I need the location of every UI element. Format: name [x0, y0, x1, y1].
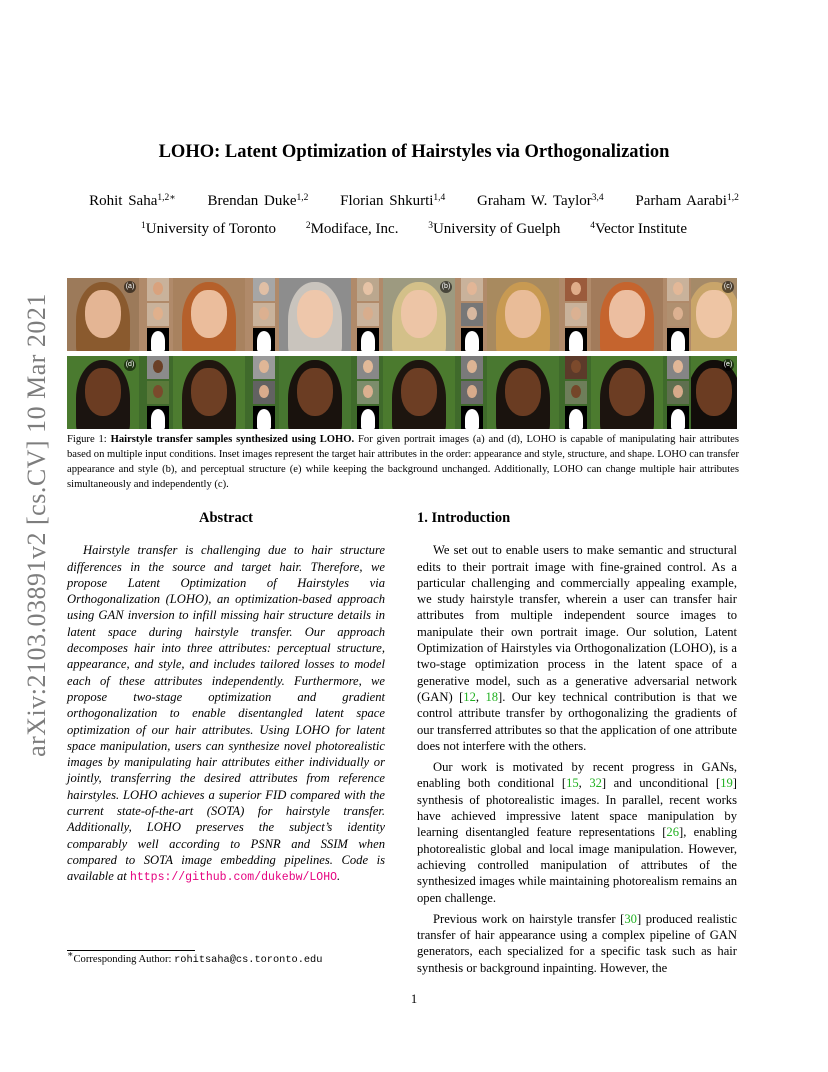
inset-stack: [147, 356, 169, 429]
inset-mask: [357, 406, 379, 429]
author: Brendan Duke$^{1,2}$: [207, 193, 309, 209]
inset-image: [147, 356, 169, 379]
portrait-image: [591, 278, 663, 351]
inset-mask: [253, 406, 275, 429]
inset-mask: [565, 328, 587, 351]
inset-image: [565, 356, 587, 379]
abstract-heading: Abstract: [199, 510, 253, 526]
portrait-image: [173, 278, 245, 351]
inset-stack: [667, 278, 689, 351]
inset-image: [565, 278, 587, 301]
inset-image: [253, 356, 275, 379]
figure-1-image: [67, 278, 737, 430]
affiliation: $^1$University of Toronto: [140, 221, 277, 237]
portrait-image: [279, 356, 351, 429]
inset-mask: [667, 328, 689, 351]
panel-label: (b): [440, 281, 452, 293]
left-column: [67, 510, 385, 887]
inset-stack: [253, 278, 275, 351]
inset-image: [461, 381, 483, 404]
inset-image: [147, 303, 169, 326]
citation-link[interactable]: 30: [624, 911, 637, 926]
portrait-image: [487, 356, 559, 429]
arxiv-sidebar: [17, 285, 57, 765]
inset-image: [461, 303, 483, 326]
inset-image: [461, 278, 483, 301]
portrait-image: [279, 278, 351, 351]
citation-link[interactable]: 32: [589, 776, 602, 791]
inset-mask: [253, 328, 275, 351]
paper-title: LOHO: Latent Optimization of Hairstyles via Orthogonalization: [158, 142, 670, 162]
footnote-rule: [67, 950, 195, 951]
figure-row-top: [67, 278, 737, 351]
affiliation: $^4$Vector Institute: [590, 221, 687, 237]
footnote: ∗Corresponding Author: rohitsaha@cs.toronto.edu: [67, 950, 323, 966]
inset-stack: [565, 278, 587, 351]
affiliation: $^3$University of Guelph: [428, 221, 561, 237]
figure-caption: Figure 1: Hairstyle transfer samples synthesized using LOHO. For given portrait images (a) and (d), LOHO is capable of manipulating hair attributes based on multiple input conditions. Inset images represent the target hair attributes in the order: appearance and style, structure, and shape. LOHO can transfer appearance and style (b), and perceptual structure (e) while keeping the background unchanged. Additionally, LOHO can change multiple hair attributes simultaneously and independently (c).: [67, 434, 739, 490]
inset-stack: [253, 356, 275, 429]
portrait-image: [487, 278, 559, 351]
inset-image: [357, 278, 379, 301]
inset-stack: [147, 278, 169, 351]
portrait-image: [383, 356, 455, 429]
portrait-image: [591, 356, 663, 429]
inset-mask: [461, 406, 483, 429]
inset-image: [253, 381, 275, 404]
inset-image: [253, 303, 275, 326]
inset-image: [357, 303, 379, 326]
panel-label: (d): [124, 359, 136, 371]
inset-mask: [147, 406, 169, 429]
page-number: 1: [410, 992, 418, 1006]
inset-mask: [461, 328, 483, 351]
inset-image: [461, 356, 483, 379]
inset-stack: [565, 356, 587, 429]
inset-image: [667, 356, 689, 379]
introduction-heading: 1. Introduction: [417, 510, 511, 526]
citation-link[interactable]: 15: [566, 776, 579, 791]
panel-label: (c): [722, 281, 734, 293]
code-link[interactable]: https://github.com/dukebw/LOHO: [129, 871, 338, 885]
arxiv-identifier: arXiv:2103.03891v2 [cs.CV] 10 Mar 2021: [22, 293, 51, 757]
intro-paragraph-2: Our work is motivated by recent progress in GANs, enabling both conditional [15, 32] and unconditional [19] synthesis of photorealistic images. In parallel, recent works have achieved impressive latent space manipulation by learning disentangled feature representations [26], enabling photorealistic global and local image manipulation. However, achieving controlled manipulation of attributes of the synthesized images while maintaining photorealism remains an open challenge.: [417, 760, 738, 905]
author: Rohit Saha$^{1,2∗}$: [89, 193, 176, 209]
inset-stack: [667, 356, 689, 429]
inset-image: [667, 303, 689, 326]
panel-label: (e): [722, 359, 734, 371]
panel-label: (a): [124, 281, 136, 293]
inset-image: [147, 381, 169, 404]
author-email: rohitsaha@cs.toronto.edu: [174, 954, 323, 966]
inset-stack: [357, 356, 379, 429]
portrait-image: [67, 356, 139, 429]
inset-image: [565, 303, 587, 326]
portrait-image: [173, 356, 245, 429]
inset-mask: [565, 406, 587, 429]
inset-image: [253, 278, 275, 301]
portrait-image: [383, 278, 455, 351]
portrait-image: [691, 356, 737, 429]
author: Parham Aarabi$^{1,2}$: [635, 193, 739, 209]
figure-row-bottom: [67, 356, 737, 429]
abstract-body: Hairstyle transfer is challenging due to hair structure differences in the source and target hair. Therefore, we propose Latent Optimization of Hairstyles via Orthogonalization (LOHO), an optimization-based approach using GAN inversion to infill missing hair structure details in latent space during hairstyle transfer. Our approach decomposes hair into three attributes: perceptual structure, appearance, and style, and includes tailored losses to model each of these attributes independently. Furthermore, we propose two-stage optimization and gradient orthogonalization to enable disentangled latent space optimization of our hair attributes. Using LOHO for latent space manipulation, users can synthesize novel photorealistic images by manipulating hair attributes either individually or jointly, transferring the desired attributes from reference hairstyles. LOHO achieves a superior FID compared with the current state-of-the-art (SOTA) for hairstyle transfer. Additionally, LOHO preserves the subject’s identity comparably well according to PSNR and SSIM when compared to SOTA image embedding pipelines. Code is available at https://github.com/dukebw/LOHO.: [67, 543, 385, 885]
inset-image: [147, 278, 169, 301]
citation-link[interactable]: 12: [463, 689, 476, 704]
right-column: [417, 510, 737, 976]
author: Florian Shkurti$^{1,4}$: [340, 193, 446, 209]
intro-paragraph-3: Previous work on hairstyle transfer [30] produced realistic transfer of hair appearance using a complex pipeline of GAN generators, each specialized for a specific task such as hair synthesis or background inpainting. However, the: [417, 911, 737, 975]
affiliation: $^2$Modiface, Inc.: [305, 221, 399, 237]
inset-mask: [147, 328, 169, 351]
author-list: [0, 193, 828, 210]
inset-stack: [461, 278, 483, 351]
inset-image: [667, 381, 689, 404]
inset-stack: [357, 278, 379, 351]
inset-mask: [357, 328, 379, 351]
inset-stack: [461, 356, 483, 429]
author: Graham W. Taylor$^{3,4}$: [477, 193, 604, 209]
inset-image: [357, 381, 379, 404]
citation-link[interactable]: 18: [485, 689, 499, 704]
inset-image: [667, 278, 689, 301]
affiliation-list: [0, 221, 828, 238]
inset-mask: [667, 406, 689, 429]
portrait-image: [691, 278, 737, 351]
citation-link[interactable]: 19: [720, 776, 733, 791]
intro-paragraph-1: We set out to enable users to make semantic and structural edits to their portrait image with fine-grained control. As a particular challenging and commercially appealing example, we study hairstyle transfer, wherein a user can transfer hair attributes from multiple independent source images to manipulate their own portrait image. Our solution, Latent Optimization of Hairstyles via Orthogonalization (LOHO), is a two-stage optimization process in the latent space of a generative model, such as a generative adversarial network (GAN) [12, 18]. Our key technical contribution is that we control attribute transfer by orthogonalizing the gradients of our transferred attributes so that the application of one attribute does not interfere with the others.: [417, 543, 737, 753]
portrait-image: [67, 278, 139, 351]
inset-image: [357, 356, 379, 379]
inset-image: [565, 381, 587, 404]
citation-link[interactable]: 26: [666, 825, 680, 840]
